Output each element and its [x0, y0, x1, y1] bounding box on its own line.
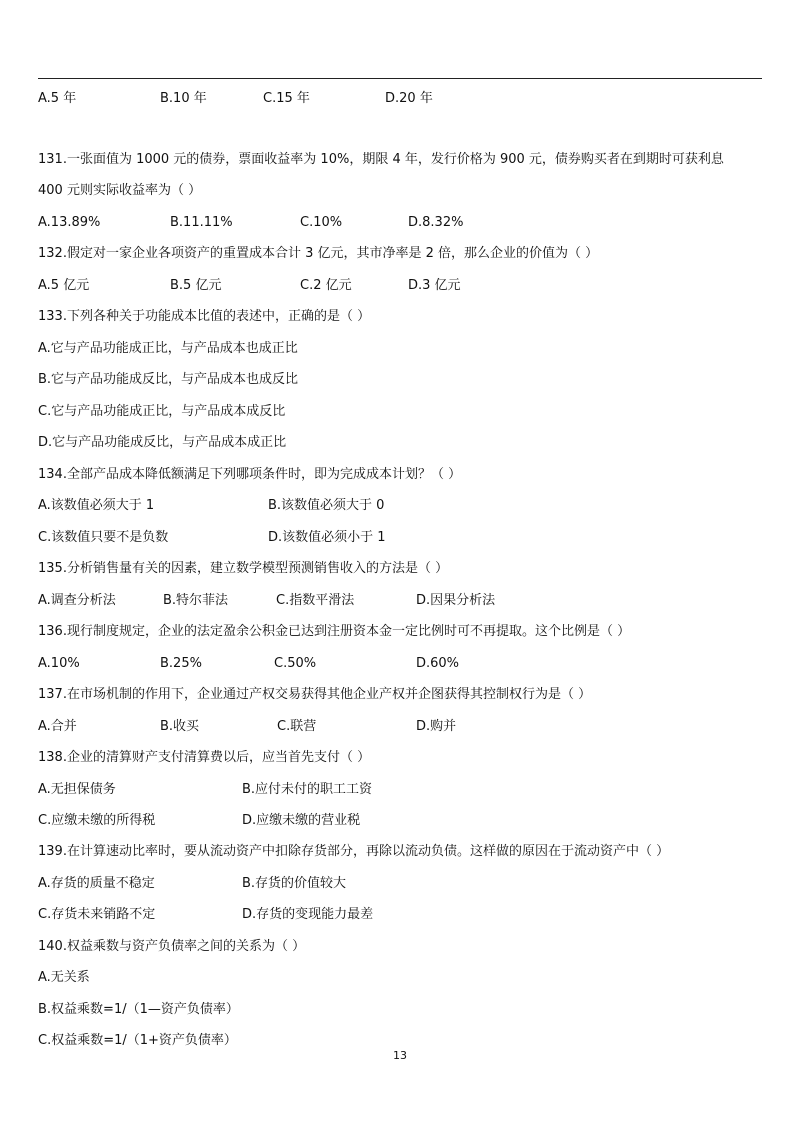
question-134-text: 134.全部产品成本降低额满足下列哪项条件时，即为完成成本计划？（ ） — [38, 467, 462, 482]
question-138-option-d: D.应缴未缴的营业税 — [242, 813, 361, 828]
question-131-option-d: D.8.32% — [408, 215, 464, 230]
question-134-option-b: B.该数值必须大于 0 — [268, 498, 385, 513]
question-133-option-b: B.它与产品功能成反比，与产品成本也成反比 — [38, 372, 299, 387]
option-c: C.15 年 — [263, 91, 310, 106]
question-133-option-d: D.它与产品功能成反比，与产品成本成正比 — [38, 435, 287, 450]
question-135-option-a: A.调查分析法 — [38, 593, 116, 608]
question-132-option-d: D.3 亿元 — [408, 278, 461, 293]
question-138-option-b: B.应付未付的职工工资 — [242, 782, 373, 797]
question-140-option-a: A.无关系 — [38, 970, 90, 985]
header-rule — [38, 78, 762, 79]
question-135-text: 135.分析销售量有关的因素，建立数学模型预测销售收入的方法是（ ） — [38, 561, 449, 576]
question-137-option-a: A.合并 — [38, 719, 77, 734]
question-133-option-c: C.它与产品功能成正比，与产品成本成反比 — [38, 404, 286, 419]
question-136-option-a: A.10% — [38, 656, 80, 671]
question-131-option-c: C.10% — [300, 215, 343, 230]
option-d: D.20 年 — [385, 91, 433, 106]
question-135-option-d: D.因果分析法 — [416, 593, 496, 608]
question-134-option-a: A.该数值必须大于 1 — [38, 498, 155, 513]
question-137-option-c: C.联营 — [277, 719, 317, 734]
question-138-text: 138.企业的清算财产支付清算费以后，应当首先支付（ ） — [38, 750, 371, 765]
question-131-option-b: B.11.11% — [170, 215, 233, 230]
question-136-option-b: B.25% — [160, 656, 202, 671]
question-131-option-a: A.13.89% — [38, 215, 101, 230]
page-number: 13 — [393, 1049, 407, 1062]
option-b: B.10 年 — [160, 91, 207, 106]
question-133-option-a: A.它与产品功能成正比，与产品成本也成正比 — [38, 341, 298, 356]
option-a: A.5 年 — [38, 91, 77, 106]
question-139-option-c: C.存货未来销路不定 — [38, 907, 156, 922]
question-140-option-b: B.权益乘数=1/（1—资产负债率） — [38, 1002, 239, 1017]
question-136-text: 136.现行制度规定，企业的法定盈余公积金已达到注册资本金一定比例时可不再提取。这个比例是（ ） — [38, 624, 631, 639]
question-137-text: 137.在市场机制的作用下，企业通过产权交易获得其他企业产权并企图获得其控制权行为是（ ） — [38, 687, 592, 702]
question-134-option-c: C.该数值只要不是负数 — [38, 530, 169, 545]
question-135-option-c: C.指数平滑法 — [276, 593, 355, 608]
question-131-text-line-1: 131.一张面值为 1000 元的债券，票面收益率为 10%，期限 4 年，发行价格为 900 元，债券购买者在到期时可获利息 — [38, 152, 724, 167]
question-137-option-d: D.购并 — [416, 719, 457, 734]
question-136-option-c: C.50% — [274, 656, 317, 671]
question-135-option-b: B.特尔菲法 — [163, 593, 229, 608]
question-134-option-d: D.该数值必须小于 1 — [268, 530, 386, 545]
question-138-option-a: A.无担保债务 — [38, 782, 116, 797]
question-137-option-b: B.收买 — [160, 719, 200, 734]
question-131-text-line-2: 400 元则实际收益率为（ ） — [38, 183, 202, 198]
question-140-text: 140.权益乘数与资产负债率之间的关系为（ ） — [38, 939, 306, 954]
question-133-text: 133.下列各种关于功能成本比值的表述中，正确的是（ ） — [38, 309, 371, 324]
question-139-option-b: B.存货的价值较大 — [242, 876, 347, 891]
question-132-text: 132.假定对一家企业各项资产的重置成本合计 3 亿元，其市净率是 2 倍，那么企业的价值为（ ） — [38, 246, 599, 261]
question-138-option-c: C.应缴未缴的所得税 — [38, 813, 156, 828]
question-136-option-d: D.60% — [416, 656, 460, 671]
question-139-option-d: D.存货的变现能力最差 — [242, 907, 374, 922]
question-132-option-a: A.5 亿元 — [38, 278, 90, 293]
question-140-option-c: C.权益乘数=1/（1+资产负债率） — [38, 1033, 237, 1048]
question-139-text: 139.在计算速动比率时，要从流动资产中扣除存货部分，再除以流动负债。这样做的原因在于流动资产中（ ） — [38, 844, 670, 859]
question-139-option-a: A.存货的质量不稳定 — [38, 876, 155, 891]
question-132-option-b: B.5 亿元 — [170, 278, 222, 293]
question-132-option-c: C.2 亿元 — [300, 278, 352, 293]
